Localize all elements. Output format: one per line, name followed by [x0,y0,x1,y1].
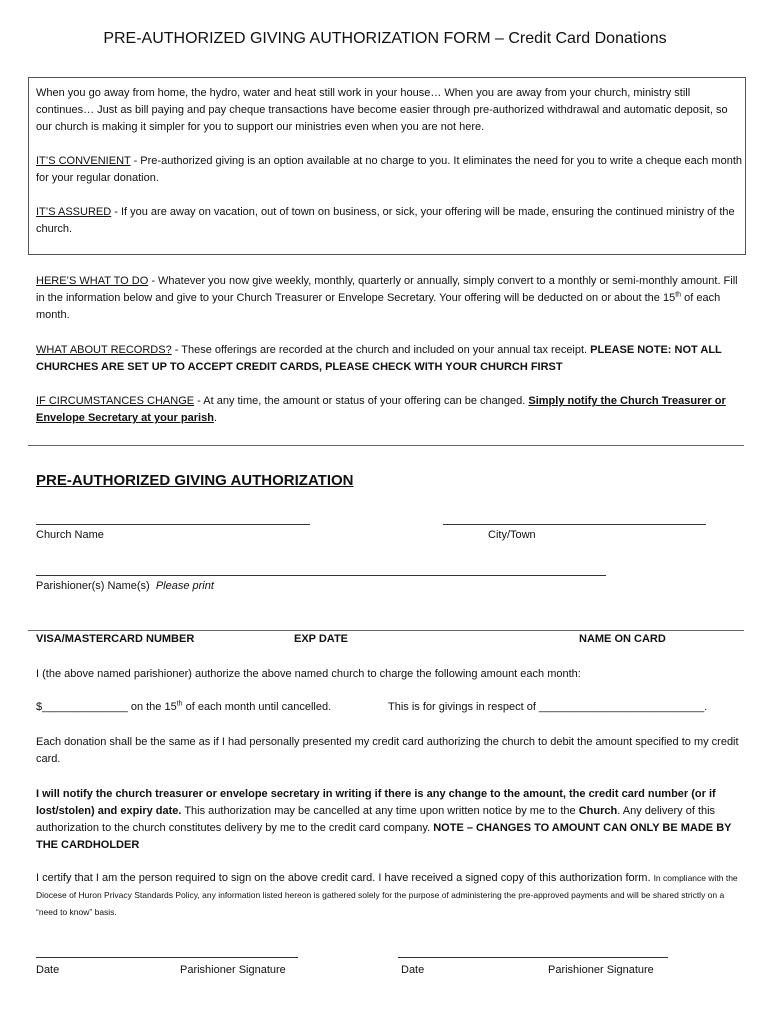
amount-line: $______________ on the 15 [36,701,177,713]
each-donation-statement: Each donation shall be the same as if I had personally presented my credit card authorizing the church to debit the amount specified to my credit card. [36,736,739,765]
page-title: PRE-AUTHORIZED GIVING AUTHORIZATION FORM – Credit Card Donations [103,30,667,47]
privacy-note: In compliance with the Diocese of Huron Privacy Standards Policy, any information listed hereon is gathered solely for the purpose of administering the pre-approved payments and will be shared strictly on a “need to know” basis. [36,873,738,917]
notify-text: This authorization may be cancelled at any time upon written notice by me to the [181,805,579,817]
signature-line-2[interactable] [398,957,668,958]
card-info-line[interactable] [28,630,744,631]
records-paragraph [36,342,742,376]
notify-text-2: . Any delivery of this authorization to the church constitutes delivery by me to the credit card company. [36,805,716,834]
amount-end: of each month until cancelled. [182,701,332,713]
assured-heading: IT’S ASSURED [36,206,112,218]
amount-ordinal: th [176,700,183,708]
city-town-line[interactable] [443,524,706,525]
exp-date-label: EXP DATE [294,633,348,645]
circumstances-heading: IF CIRCUMSTANCES CHANGE [36,395,195,407]
notify-statement [36,786,742,854]
amount-field[interactable] [36,701,331,713]
certify-text: I certify that I am the person required to sign on the above credit card. I have received a signed copy of this authorization form. [36,872,654,884]
convenient-paragraph [36,153,742,187]
records-note: PLEASE NOTE: NOT ALL CHURCHES ARE SET UP TO ACCEPT CREDIT CARDS, PLEASE CHECK WITH YOUR CHURCH FIRST [36,344,722,373]
intro-text: When you go away from home, the hydro, water and heat still work in your house… When you are away from your church, ministry still continues… Just as bill paying and pay cheque transactions have become easier through pre-authorized withdrawal and automatic deposit, so our church is making it simpler for you to support our ministries even when you are not here. [36,87,728,133]
records-heading: WHAT ABOUT RECORDS? [36,344,172,356]
notify-church: Church [578,805,618,817]
assured-text: - If you are away on vacation, out of town on business, or sick, your offering will be made, ensuring the continued ministry of the church. [36,206,735,235]
parishioner-names-line[interactable] [36,575,606,576]
authorization-heading: PRE-AUTHORIZED GIVING AUTHORIZATION [36,472,354,489]
records-text: - These offerings are recorded at the church and included on your annual tax receipt. [171,344,591,356]
cardholder-note: NOTE – CHANGES TO AMOUNT CAN ONLY BE MADE BY THE CARDHOLDER [36,822,732,851]
church-name-line[interactable] [36,524,310,525]
notify-bold: I will notify the church treasurer or envelope secretary in writing if there is any change to the amount, the credit card number (or if lost/stolen) and expiry date. [36,788,716,817]
parishioner-names-text: Parishioner(s) Name(s) [36,580,150,592]
signature-line-1[interactable] [36,957,298,958]
section-divider [28,445,744,446]
what-to-do-text: - Whatever you now give weekly, monthly, quarterly or annually, simply convert to a monthly or semi-monthly amount. Fill in the information below and give to your Church Treasurer or Envelope Secretary. Your offering will be deducted on or about the 15 [36,275,738,304]
please-print-note: Please print [155,580,214,592]
convenient-heading: IT’S CONVENIENT [36,155,131,167]
assured-paragraph [36,204,742,238]
certify-statement [36,870,742,921]
city-town-label: City/Town [488,529,536,541]
signature-label-1: Parishioner Signature [180,964,286,976]
card-number-label: VISA/MASTERCARD NUMBER [36,633,195,645]
authorize-statement: I (the above named parishioner) authorize the above named church to charge the following amount each month: [36,668,581,680]
name-on-card-label: NAME ON CARD [579,633,666,645]
what-to-do-end: of each month. [36,292,721,321]
parishioner-names-label [36,580,214,592]
what-to-do-heading: HERE’S WHAT TO DO [36,275,149,287]
circumstances-paragraph [36,393,742,427]
signature-label-2: Parishioner Signature [548,964,654,976]
date-label-1: Date [36,964,60,976]
circumstances-bold: Simply notify the Church Treasurer or Envelope Secretary at your parish [36,395,726,424]
ordinal-suffix: th [675,291,682,299]
circumstances-end: . [213,412,217,424]
date-label-2: Date [401,964,425,976]
what-to-do-paragraph [36,273,742,324]
givings-respect-field[interactable]: This is for givings in respect of ___________________________. [388,701,708,713]
convenient-text: - Pre-authorized giving is an option available at no charge to you. It eliminates the need for you to write a cheque each month for your regular donation. [36,155,743,184]
church-name-label: Church Name [36,529,104,541]
circumstances-text: - At any time, the amount or status of your offering can be changed. [194,395,529,407]
intro-paragraph [36,85,742,136]
